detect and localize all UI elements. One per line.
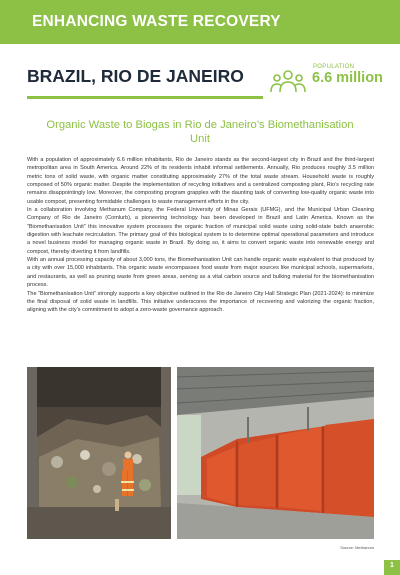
photo-caption: Source: Methanum xyxy=(340,545,374,550)
photo-row xyxy=(27,367,374,539)
population-label: POPULATION xyxy=(313,64,355,70)
header-title: ENHANCING WASTE RECOVERY xyxy=(32,13,281,30)
paragraph: With a population of approximately 6.6 million inhabitants, Rio de Janeiro stands as the second-largest city in Brazil and the third-largest metropolitan area in South America. Around 22% of its residents inhabit informal settlements. Annually, Rio produces roughly 3.5 million metric tons of solid waste, with organic matter constituting approximately 27% of the total waste stream. Household waste is roughly composed of 50% organic matter. Despite the implementation of recycling initiatives and a centralized composting plant, Rio’s recycling rate remains disappointingly low. Moreover, the composting program grapples with the daunting task of converting low-quality organic waste into usable compost, presenting formidable challenges to waste management efforts in the city. xyxy=(27,157,374,205)
city-title: BRAZIL, RIO DE JANEIRO xyxy=(27,66,244,86)
photo-waste-pile xyxy=(27,367,171,539)
paragraph: In a collaboration involving Methanum Company, the Federal University of Minas Gerais (UFMG), and the Municipal Urban Cleaning Company of Rio de Janeiro (Comlurb), a pioneering technology has been developed in Brazil and Latin America. Known as the “Biomethanisation Unit” this innovative system processes the organic fraction of municipal solid waste using solid-state batch anaerobic digestion with leachate recirculation. The primary goal of this biological system is to determine optimal operational parameters and introduce a novel business model for managing organic waste in Brazil. By doing so, it aims to convert organic waste into renewable energy and compost, thereby diverting it from landfills. xyxy=(27,207,374,255)
page-number: 1 xyxy=(390,562,394,569)
title-underline xyxy=(27,96,263,99)
paragraph: The “Biomethanisation Unit” strongly supports a key objective outlined in the Rio de Janeiro City Hall Strategic Plan (2021-2024): to minimize the final disposal of solid waste in landfills. This initiative underscores the importance of recovering and valorizing the organic fraction, aligning with the city’s commitment to adopt a zero-waste governance approach. xyxy=(27,290,374,314)
section-title: Organic Waste to Biogas in Rio de Janeiro’s Biomethanisation Unit xyxy=(46,119,354,145)
paragraph: With an annual processing capacity of about 3,000 tons, the Biomethanisation Unit can handle organic waste equivalent to that produced by a city with over 15,000 inhabitants. This organic waste encompasses food waste from major sources like municipal schools, supermarkets, and restaurants, as well as pruning waste from green areas, serving as a vital carbon source and bulking material for the biomethanisation process. xyxy=(27,257,374,289)
body-text xyxy=(27,156,374,315)
people-group-icon xyxy=(270,66,306,98)
photo-digester-doors xyxy=(177,367,374,539)
population-value: 6.6 million xyxy=(312,70,383,86)
